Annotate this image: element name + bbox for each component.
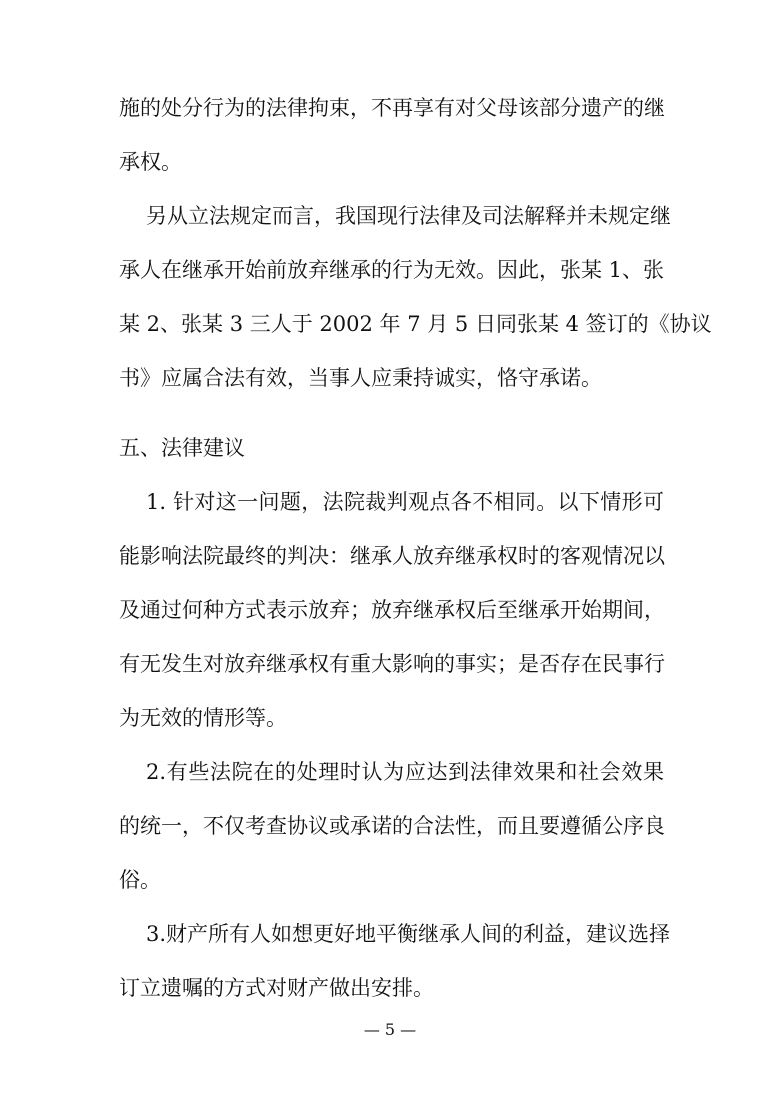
paragraph-line: 2.有些法院在的处理时认为应达到法律效果和社会效果 (146, 760, 664, 784)
paragraph-line: 有无发生对放弃继承权有重大影响的事实；是否存在民事行 (119, 652, 665, 676)
paragraph-line: 施的处分行为的法律拘束，不再享有对父母该部分遗产的继 (119, 96, 665, 120)
paragraph-line: 的统一，不仅考查协议或承诺的合法性，而且要遵循公序良 (119, 814, 665, 838)
paragraph-line: 3.财产所有人如想更好地平衡继承人间的利益，建议选择 (146, 922, 671, 946)
paragraph-line: 能影响法院最终的判决：继承人放弃继承权时的客观情况以 (119, 544, 665, 568)
paragraph-line: 1. 针对这一问题，法院裁判观点各不相同。以下情形可 (146, 490, 664, 514)
paragraph-line: 承权。 (119, 150, 182, 174)
page-number: — 5 — (363, 1020, 417, 1039)
paragraph-line: 及通过何种方式表示放弃；放弃继承权后至继承开始期间， (119, 598, 665, 622)
paragraph-line: 另从立法规定而言，我国现行法律及司法解释并未规定继 (146, 204, 671, 228)
paragraph-line: 俗。 (119, 868, 161, 892)
paragraph-line: 订立遗嘱的方式对财产做出安排。 (119, 976, 434, 1000)
paragraph-line: 某 2、张某 3 三人于 2002 年 7 月 5 日同张某 4 签订的《协议 (119, 312, 712, 336)
paragraph-line: 为无效的情形等。 (119, 706, 287, 730)
paragraph-line: 承人在继承开始前放弃继承的行为无效。因此，张某 1、张 (119, 258, 665, 282)
section-heading: 五、法律建议 (119, 436, 245, 460)
paragraph-line: 书》应属合法有效，当事人应秉持诚实，恪守承诺。 (119, 366, 602, 390)
